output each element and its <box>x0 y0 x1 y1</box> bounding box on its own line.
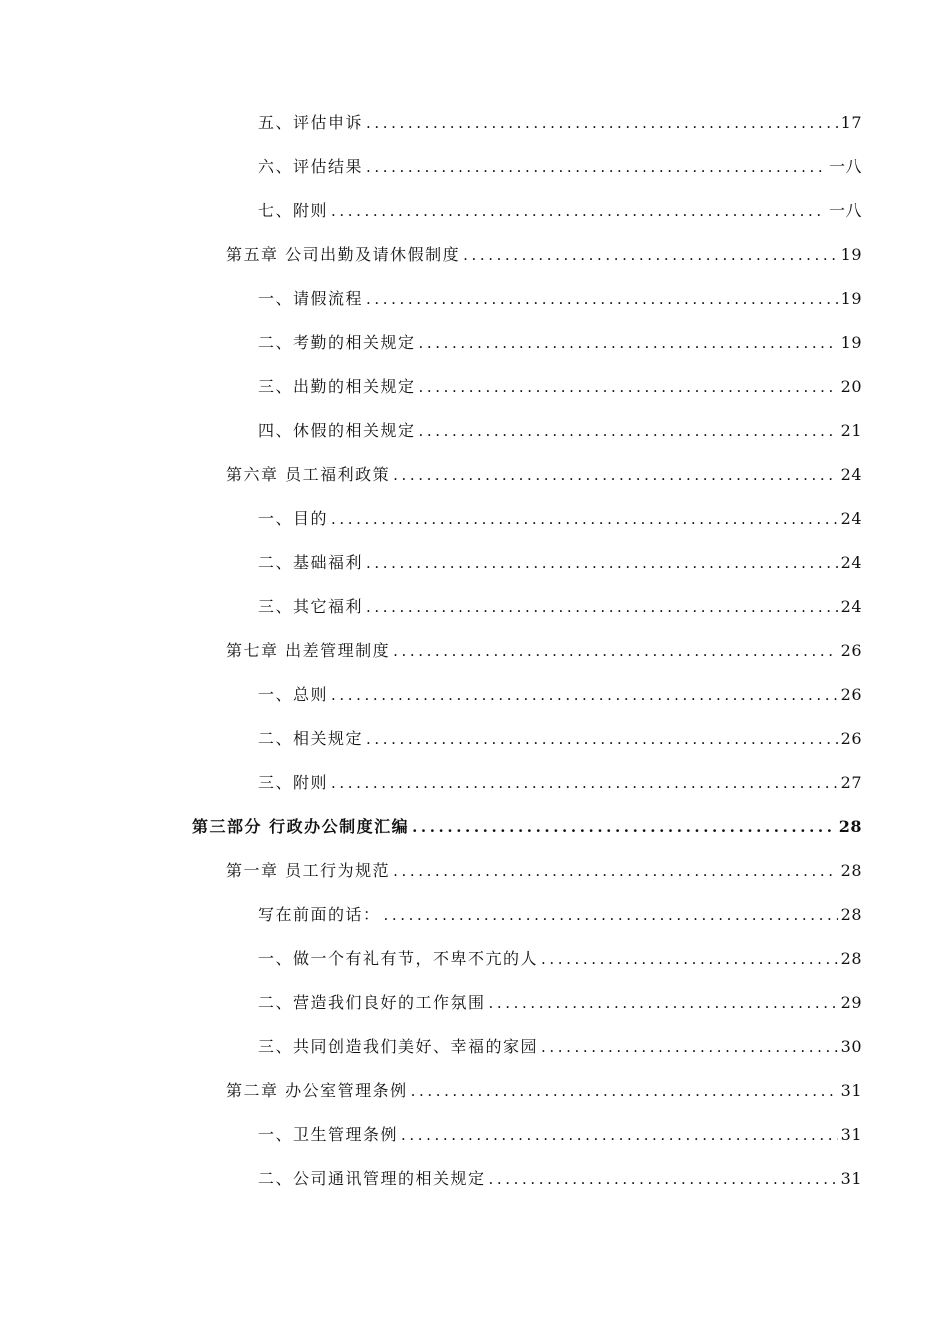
toc-entry-page: 20 <box>840 377 862 396</box>
toc-entry-9-1[interactable] <box>258 946 862 976</box>
toc-leader-dots <box>412 818 836 836</box>
toc-entry-6-2[interactable] <box>258 330 862 360</box>
toc-entry-page: 19 <box>840 333 862 352</box>
toc-entry-8-1[interactable] <box>258 682 862 712</box>
toc-leader-dots <box>419 378 838 396</box>
toc-leader-dots <box>541 1038 838 1056</box>
toc-entry-label: 三、其它福利 <box>258 597 364 616</box>
toc-entry-label: 一、卫生管理条例 <box>258 1125 399 1144</box>
toc-entry-page: 21 <box>840 421 862 440</box>
toc-entry-page: 31 <box>840 1169 862 1188</box>
toc-entry-label: 四、休假的相关规定 <box>258 421 416 440</box>
toc-entry-8-3[interactable] <box>258 770 862 800</box>
toc-entry-label: 第五章 公司出勤及请休假制度 <box>226 245 461 264</box>
toc-entry-6-4[interactable] <box>258 418 862 448</box>
toc-entry-label: 写在前面的话： <box>258 905 381 924</box>
toc-entry-page: 26 <box>840 641 862 660</box>
toc-leader-dots <box>331 686 838 704</box>
toc-entry-label: 一、做一个有礼有节，不卑不亢的人 <box>258 949 539 968</box>
toc-leader-dots <box>366 598 838 616</box>
toc-leader-dots <box>393 642 838 660</box>
toc-leader-dots <box>366 290 838 308</box>
toc-entry-page: 28 <box>840 949 862 968</box>
toc-leader-dots <box>401 1126 838 1144</box>
toc-entry-7-2[interactable] <box>258 550 862 580</box>
toc-leader-dots <box>331 510 838 528</box>
toc-leader-dots <box>331 774 838 792</box>
toc-entry-5-1[interactable] <box>258 110 862 140</box>
toc-entry-page: 30 <box>840 1037 862 1056</box>
toc-entry-page: 31 <box>840 1081 862 1100</box>
toc-entry-page: 17 <box>840 113 862 132</box>
toc-leader-dots <box>541 950 838 968</box>
toc-entry-label: 二、公司通讯管理的相关规定 <box>258 1169 486 1188</box>
toc-entry-page: 24 <box>840 465 862 484</box>
toc-entry-page: 一八 <box>828 201 862 220</box>
toc-leader-dots <box>411 1082 838 1100</box>
toc-entry-label: 一、目的 <box>258 509 329 528</box>
toc-entry-5-3[interactable] <box>258 198 862 228</box>
toc-entry-label: 一、请假流程 <box>258 289 364 308</box>
toc-entry-label: 第三部分 行政办公制度汇编 <box>192 817 410 836</box>
toc-entry-page: 28 <box>840 905 862 924</box>
toc-leader-dots <box>366 158 826 176</box>
toc-leader-dots <box>489 994 838 1012</box>
toc-leader-dots <box>366 730 838 748</box>
toc-chapter-2[interactable] <box>226 1078 862 1108</box>
toc-entry-page: 24 <box>840 553 862 572</box>
toc-entry-5-2[interactable] <box>258 154 862 184</box>
toc-leader-dots <box>419 422 838 440</box>
toc-entry-label: 五、评估申诉 <box>258 113 364 132</box>
toc-entry-label: 三、出勤的相关规定 <box>258 377 416 396</box>
toc-chapter-5[interactable] <box>226 242 862 272</box>
toc-entry-8-2[interactable] <box>258 726 862 756</box>
toc-entry-9-3[interactable] <box>258 1034 862 1064</box>
toc-part-3[interactable] <box>192 814 862 844</box>
toc-entry-page: 26 <box>840 729 862 748</box>
toc-entry-page: 24 <box>840 597 862 616</box>
toc-entry-label: 三、附则 <box>258 773 329 792</box>
toc-entry-page: 29 <box>840 993 862 1012</box>
toc-entry-page: 19 <box>840 289 862 308</box>
toc-chapter-7[interactable] <box>226 638 862 668</box>
toc-entry-page: 27 <box>840 773 862 792</box>
toc-leader-dots <box>419 334 838 352</box>
toc-entry-label: 二、相关规定 <box>258 729 364 748</box>
toc-leader-dots <box>393 862 838 880</box>
toc-entry-10-2[interactable] <box>258 1166 862 1196</box>
toc-entry-page: 28 <box>838 817 862 836</box>
toc-entry-label: 七、附则 <box>258 201 329 220</box>
toc-leader-dots <box>393 466 838 484</box>
toc-entry-page: 28 <box>840 861 862 880</box>
toc-entry-page: 19 <box>840 245 862 264</box>
toc-leader-dots <box>366 554 838 572</box>
toc-entry-label: 第二章 办公室管理条例 <box>226 1081 408 1100</box>
toc-chapter-6[interactable] <box>226 462 862 492</box>
toc-entry-label: 一、总则 <box>258 685 329 704</box>
toc-entry-label: 第六章 员工福利政策 <box>226 465 391 484</box>
toc-entry-label: 二、考勤的相关规定 <box>258 333 416 352</box>
toc-leader-dots <box>331 202 826 220</box>
toc-entry-label: 二、基础福利 <box>258 553 364 572</box>
toc-entry-label: 第七章 出差管理制度 <box>226 641 391 660</box>
toc-entry-label: 三、共同创造我们美好、幸福的家园 <box>258 1037 539 1056</box>
toc-entry-page: 24 <box>840 509 862 528</box>
toc-entry-page: 一八 <box>828 157 862 176</box>
toc-entry-6-3[interactable] <box>258 374 862 404</box>
toc-entry-6-1[interactable] <box>258 286 862 316</box>
toc-entry-10-1[interactable] <box>258 1122 862 1152</box>
toc-entry-page: 26 <box>840 685 862 704</box>
toc-entry-9-2[interactable] <box>258 990 862 1020</box>
toc-entry-9-0[interactable] <box>258 902 862 932</box>
toc-entry-7-1[interactable] <box>258 506 862 536</box>
toc-entry-label: 第一章 员工行为规范 <box>226 861 391 880</box>
toc-entry-page: 31 <box>840 1125 862 1144</box>
toc-entry-label: 二、营造我们良好的工作氛围 <box>258 993 486 1012</box>
toc-leader-dots <box>489 1170 838 1188</box>
toc-leader-dots <box>463 246 838 264</box>
toc-leader-dots <box>384 906 838 924</box>
toc-entry-7-3[interactable] <box>258 594 862 624</box>
toc-chapter-1[interactable] <box>226 858 862 888</box>
toc-leader-dots <box>366 114 838 132</box>
toc-entry-label: 六、评估结果 <box>258 157 364 176</box>
